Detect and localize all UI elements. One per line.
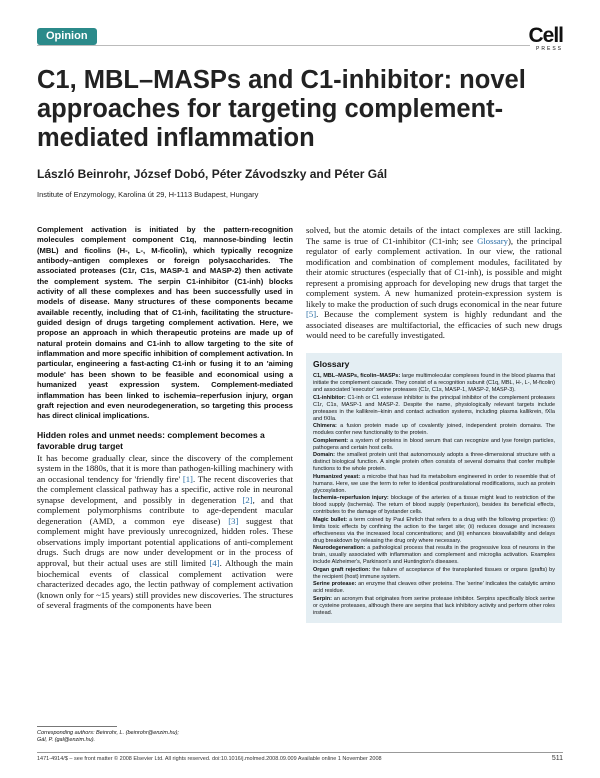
glossary-definition: a microbe that has had its metabolism engineered in order to resemble that of humans. Here, we use the term to refer to identical posttranslational modifications, such as protein glycosylation. (313, 473, 556, 494)
glossary-term: Chimera: (313, 423, 337, 430)
glossary-entry (313, 373, 555, 394)
text: , and that complement polymorphisms contribute to age-dependent macular degeneration (AMD, a common eye disease) (37, 494, 293, 526)
glossary-definition: a fusion protein made up of covalently joined, independent protein domains. The modules confer new functionality to the protein. (313, 423, 555, 437)
footer-citation: 1471-4914/$ – see front matter © 2008 Elsevier Ltd. All rights reserved. doi:10.1016/j.molmed.2008.09.009 Available online 1 November 2008 (37, 756, 382, 762)
glossary-definition: large multimolecular complexes found in the blood plasma that initiate the complement cascade. They consist of a recognition subunit (C1q, MBL, H-, L-, M-ficolin) and associated 'executor' serine proteases (C1r, C1s, MASP-1, MASP-2, MASP-3). (313, 373, 555, 394)
glossary-term: Organ graft rejection: (313, 566, 371, 573)
glossary-term: Magic bullet: (313, 516, 348, 523)
text: ), the principal regulator of early complement activation. In our view, the rational modification and combination of complement modules, facilitated by their atomic structures (especially that of C1-inh), is possible and might represent a promising approach for developing new drugs that target the complement system. A new humanized protein-expression system is likely to make the production of such drugs economical in the near future (306, 235, 562, 309)
text: solved, but the atomic details of the intact complexes are still lacking. The same is true of C1-inhibitor (C1-inh; see (306, 225, 562, 246)
page-number: 511 (551, 755, 563, 762)
glossary-definition: the failure of acceptance of the transplanted tissues or organs (grafts) by the recipient (host) immune system. (313, 566, 555, 580)
glossary-term: Complement: (313, 437, 349, 444)
glossary-definition: a system of proteins in blood serum that can recognize and lyse foreign particles, pathogens and certain host cells. (313, 437, 555, 451)
glossary-entry (313, 581, 555, 595)
article-title: C1, MBL–MASPs and C1-inhibitor: novel approaches for targeting complement-mediated inflammation (37, 66, 526, 152)
glossary-definition: C1-inh or C1 esterase inhibitor is the principal inhibitor of the complement proteases C1r, C1s, MASP-1 and MASP-2. Despite the name, physiologically relevant targets include proteases in the kallikrein–kinin and contact activation systems, including plasma kallikrein, fXIa and fXIIa. (313, 394, 555, 422)
glossary-definition: an enzyme that cleaves other proteins. The 'serine' indicates the catalytic amino acid residue. (313, 581, 555, 595)
section-heading: Hidden roles and unmet needs: complement becomes a favorable drug target (37, 429, 265, 451)
citation-link[interactable]: [5] (306, 309, 317, 320)
glossary-box (306, 353, 562, 623)
glossary-entry (313, 395, 555, 423)
body-paragraph-2 (306, 225, 562, 341)
glossary-entry (313, 452, 555, 473)
glossary-term: Ischemia–reperfusion injury: (313, 495, 389, 502)
text: . Because the complement system is highly redundant and the associated diseases are multifactorial, the efficacies of such new drugs would need to be carefully investigated. (306, 309, 562, 341)
glossary-definition: blockage of the arteries of a tissue might lead to restriction of the blood supply (ischemia). The return of blood supply (reperfusion), besides its beneficial effects, contributes to the damage of bystander cells. (313, 495, 555, 516)
logo-sub: PRESS (536, 46, 563, 52)
corresponding-authors-note (37, 730, 293, 744)
text: suggest that complement might have previously unrecognized, hidden roles. These observations imply important potential applications of anti-complement drugs. Such drugs are now under development or in the process of approval, but their actual uses are still limited (37, 515, 293, 568)
header-rule (37, 45, 530, 46)
text: . The recent discoveries that the complement classical pathway has a specific, active role in neuronal synapse development, and possibly in degeneration (37, 473, 293, 505)
glossary-term: Serine protease: (313, 581, 357, 588)
section-tag: Opinion (37, 28, 97, 45)
glossary-definition: a term coined by Paul Ehrlich that refers to a drug with the following properties: (i) limits toxic effects by confining the action to the target site; (ii) reduces dosage and increases effectiveness via the increased local concentrations; and (iii) enhances bioavailability and delays drug breakdown by releasing the drug only where necessary. (313, 516, 555, 544)
footnote-rule (37, 726, 117, 727)
left-column (37, 225, 293, 611)
author-list: László Beinrohr, József Dobó, Péter Závodszky and Péter Gál (37, 167, 388, 181)
right-column (306, 225, 562, 623)
text: It has become gradually clear, since the discovery of the complement system in the 1880s, that it is more than pathogen-killing machinery with an occasional tendency for 'friendly fire' (37, 452, 293, 484)
glossary-entry (313, 438, 555, 452)
text: . Although the main biochemical events of classical complement activation were characterized decades ago, the lectin pathway of complement activation (known only for ~15 years) still provides new discoveries. The structures of several fragments of the components have been (37, 558, 293, 611)
glossary-term: Neurodegeneration: (313, 545, 366, 552)
glossary-term: Serpin: (313, 595, 332, 602)
glossary-definition: an acronym that originates from serine protease inhibitor. Serpins specifically block serine or cysteine proteases, although there are serpins that lack inhibitory activity and perform other roles instead. (313, 595, 555, 616)
footnote-line: Corresponding authors: Beinrohr, L. (beinrohr@enzim.hu); (37, 730, 179, 736)
affiliation: Institute of Enzymology, Karolina út 29, H-1113 Budapest, Hungary (37, 190, 259, 199)
citation-link[interactable]: [2] (242, 494, 253, 505)
glossary-entry (313, 545, 555, 566)
glossary-term: C1, MBL–MASPs, ficolin–MASPs: (313, 373, 401, 380)
citation-link[interactable]: [3] (228, 515, 239, 526)
glossary-definition: a pathological process that results in the progressive loss of neurons in the brain, usually associated with inflammation and complement and microglia activation. Examples include Alzheimer's, Parkinson's and Huntington's diseases. (313, 545, 555, 566)
cell-press-logo (527, 26, 563, 53)
citation-link[interactable]: [4] (209, 558, 220, 568)
glossary-entry (313, 596, 555, 617)
glossary-link[interactable]: Glossary (477, 235, 508, 246)
abstract: Complement activation is initiated by the pattern-recognition molecules complement component C1q, mannose-binding lectin (MBL) and ficolins (H-, L-, M-ficolin), which typically recognize antibody–antigen complexes or foreign polysaccharides. The associated proteases (C1r, C1s, MASP-1 and MASP-2) then activate the complement system. The serpin C1-inhibitor (C1-inh) blocks activity of all these complexes and has been successfully used in models of disease. Many structures of these components became available recently, including that of C1-inh, facilitating the structure-guided design of drugs targeting complement activation. Here, we propose an approach in which therapeutic proteins are made up of natural protein domains and C1-inh to allow targeting to the site of inflammation and more specific inhibition of complement activation. In particular, engineering a fast-acting C1-inh or fusing it to an 'aiming module' has been shown to be feasible and economical using a humanized yeast expression system. Complement-mediated inflammation has been linked to ischemia–reperfusion injury, organ graft rejection and even neurodegeneration, so targeting this process has direct clinical implications. (37, 225, 293, 421)
glossary-entry (313, 474, 555, 495)
logo-main: Cell (528, 24, 563, 47)
footnote-line: Gál, P. (gal@enzim.hu). (37, 737, 96, 743)
body-paragraph-1 (37, 453, 293, 611)
glossary-term: Humanized yeast: (313, 473, 361, 480)
glossary-definition: the smallest protein unit that autonomously adopts a three-dimensional structure with a distinct biological function. A single protein often consists of several domains that confer multiple functions to the whole protein. (313, 452, 555, 473)
footer-rule (37, 752, 563, 753)
glossary-term: Domain: (313, 452, 335, 459)
glossary-term: C1-inhibitor: (313, 394, 346, 401)
glossary-entry (313, 517, 555, 545)
glossary-entry (313, 567, 555, 581)
citation-link[interactable]: [1] (182, 473, 193, 484)
glossary-entry (313, 423, 555, 437)
glossary-title: Glossary (313, 359, 350, 370)
glossary-entry (313, 495, 555, 516)
